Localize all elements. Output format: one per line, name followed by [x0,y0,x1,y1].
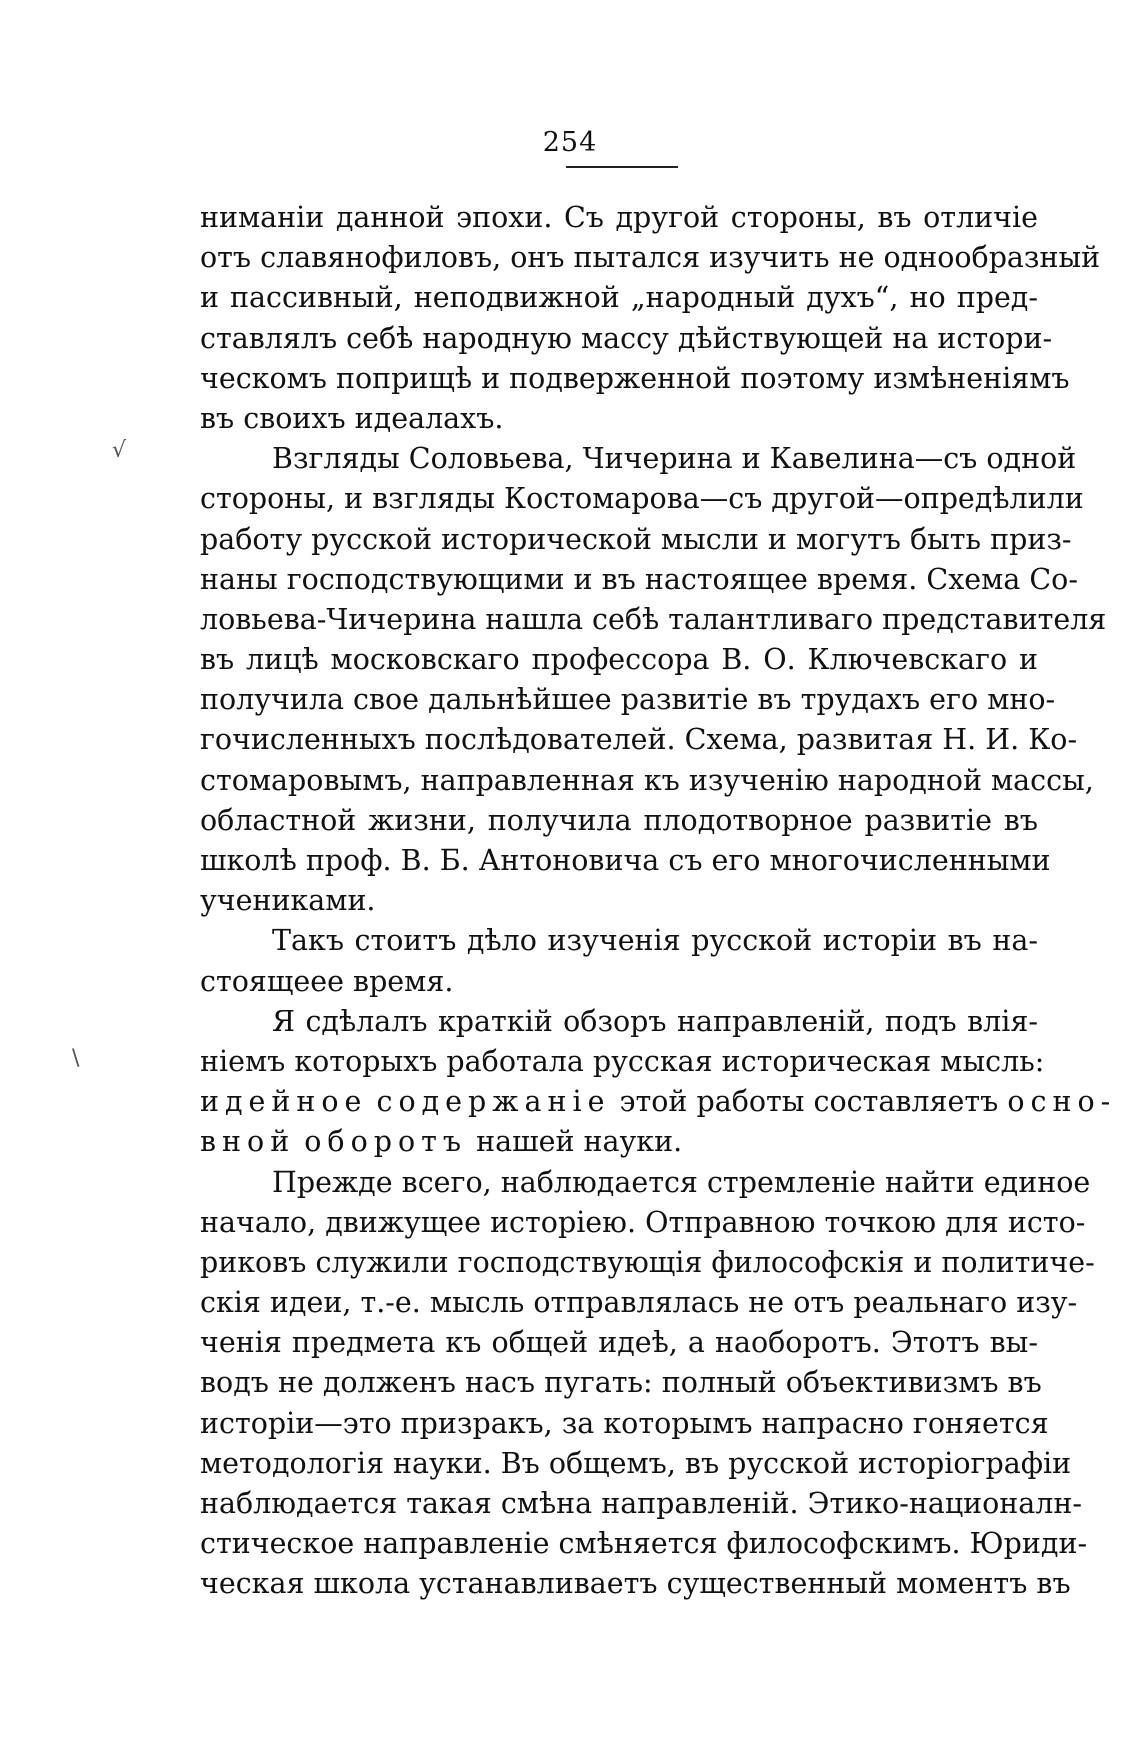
text-line: отъ славянофиловъ, онъ пытался изучить не однообразный [200,241,1101,275]
text-line: въ лицѣ московскаго профессора В. О. Ключевскаго и [200,643,1038,677]
spaced-word: вной [200,1125,296,1159]
text-line: наблюдается такая смѣна направленій. Этико-националн- [200,1487,1083,1520]
text-line: ставлялъ себѣ народную массу дѣйствующей на истори- [200,321,1053,355]
text-line: учениками. [200,884,376,918]
margin-check-mark: √ [112,438,127,463]
text-line: скія идеи, т.-е. мысль отправлялась не отъ реальнаго изу- [200,1286,1078,1320]
text-line: ниманіи данной эпохи. Съ другой стороны, въ отличіе [200,201,1038,234]
text-line: получила свое дальнѣйшее развитіе въ трудахъ его мно- [200,683,1056,717]
page-number: 254 [542,127,598,158]
text-line: и пассивный, неподвижной „народный духъ“, но пред- [200,281,1038,315]
text-line: Такъ стоитъ дѣло изученія русской исторіи въ на- [272,924,1038,958]
text-line: ченія предмета къ общей идеѣ, а наоборотъ. Этотъ вы- [200,1326,1038,1360]
text-line: исторіи—это призракъ, за которымъ напрасно гоняется [200,1406,1049,1440]
text-fragment: нашей науки. [476,1125,683,1159]
spaced-word: осно- [1007,1085,1117,1119]
text-line: ніемъ которыхъ работала русская историческая мысль: [200,1044,1045,1078]
text-line: ческомъ поприщѣ и подверженной поэтому измѣненіямъ [200,361,1070,395]
text-line: начало, движущее исторіею. Отправною точкою для исто- [200,1205,1086,1239]
text-line: Взгляды Соловьева, Чичерина и Кавелина—съ одной [272,442,1077,476]
text-line: въ своихъ идеалахъ. [200,401,504,435]
text-line: Прежде всего, наблюдается стремленіе найти единое [272,1165,1091,1199]
text-line: стороны, и взгляды Костомарова—съ другой—опредѣлили [200,482,1084,516]
text-fragment: этой работы составляетъ [619,1085,999,1119]
text-line: школѣ проф. В. Б. Антоновича съ его многочисленными [200,844,1051,877]
spaced-word: содержаніе [376,1085,611,1119]
body-text [200,198,1117,1605]
page-number-rule [566,166,678,168]
text-line: стомаровымъ, направленная къ изученію народной массы, [200,763,1094,797]
text-line: методологія науки. Въ общемъ, въ русской исторіографіи [200,1446,1072,1480]
spaced-word: идейное [200,1085,368,1119]
text-line: гочисленныхъ послѣдователей. Схема, развитая Н. И. Ко- [200,723,1078,757]
text-line: стоящеее время. [200,964,454,998]
text-line: работу русской исторической мысли и могутъ быть приз- [200,522,1072,556]
text-line-emphasis [200,1122,1038,1162]
text-line: наны господствующими и въ настоящее время. Схема Со- [200,562,1078,596]
text-line: Я сдѣлалъ краткій обзоръ направленій, подъ влія- [272,1004,1038,1038]
text-line: риковъ служили господствующія философскія и политиче- [200,1245,1095,1279]
text-line: ческая школа устанавливаетъ существенный моментъ въ [200,1567,1071,1601]
text-line: ловьева-Чичерина нашла себѣ талантливаго представителя [200,602,1107,636]
text-line: стическое направленіе смѣняется философскимъ. Юриди- [200,1527,1088,1561]
text-line-emphasis [200,1082,1117,1122]
margin-tick-mark: \ [72,1046,80,1071]
text-line: водъ не долженъ насъ пугать: полный объективизмъ въ [200,1366,1042,1400]
spaced-word: оборотъ [304,1125,468,1159]
text-line: областной жизни, получила плодотворное развитіе въ [200,803,1038,837]
